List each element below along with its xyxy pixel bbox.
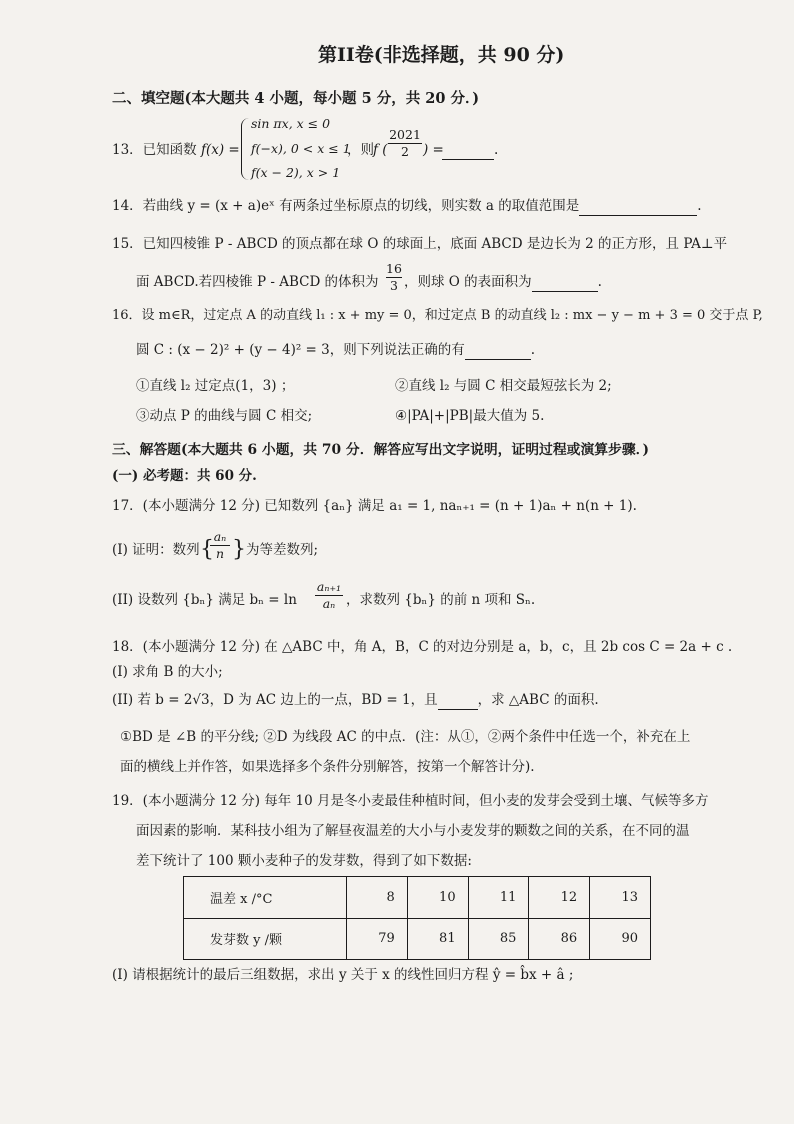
q16-option-2: ②直线 l₂ 与圆 C 相交最短弦长为 2; xyxy=(395,378,612,394)
table-cell: 8 xyxy=(347,877,408,919)
q13-answer-blank xyxy=(442,141,494,160)
q16-option-3: ③动点 P 的曲线与圆 C 相交; xyxy=(136,408,313,424)
q17-part-2-fraction: aₙ₊₁ aₙ xyxy=(316,579,342,611)
q19-line-2: 面因素的影响．某科技小组为了解昼夜温差的大小与小麦发芽的颗数之间的关系，在不同的温 xyxy=(136,823,690,839)
q16-line-2: 圆 C : (x − 2)² + (y − 4)² = 3，则下列说法正确的有 . xyxy=(136,342,536,358)
table-cell: 11 xyxy=(468,877,529,919)
q13-f-open: f ( xyxy=(373,142,388,158)
table-row-label: 温差 x /°C xyxy=(184,877,347,919)
q16-line-1: 16．设 m∈R，过定点 A 的动直线 l₁ : x + my = 0，和过定点 B 的动直线 l₂ : mx − y − m + 3 = 0 交于点 P, xyxy=(112,308,763,323)
q14-answer-blank xyxy=(579,197,697,216)
table-cell: 13 xyxy=(590,877,651,919)
q17-stem: 17．(本小题满分 12 分) 已知数列 {aₙ} 满足 a₁ = 1, naₙ₊₁ = (n + 1)aₙ + n(n + 1). xyxy=(112,498,637,514)
q15-line-2b: ，则球 O 的表面积为 . xyxy=(404,274,602,290)
q15-fraction: 16 3 xyxy=(386,261,402,293)
section-2-heading: 二、填空题(本大题共 4 小题，每小题 5 分，共 20 分．) xyxy=(112,90,480,107)
q13-case-1: sin πx, x ≤ 0 xyxy=(251,116,331,131)
table-cell: 10 xyxy=(407,877,468,919)
q17-part-1-tail: 为等差数列; xyxy=(246,542,319,558)
table-cell: 85 xyxy=(468,918,529,960)
table-cell: 86 xyxy=(529,918,590,960)
q18-note-2: 面的横线上并作答，如果选择多个条件分别解答，按第一个解答计分). xyxy=(120,759,535,775)
page-title: 第II卷(非选择题，共 90 分) xyxy=(318,44,565,66)
q13-case-2: f(−x), 0 < x ≤ 1 xyxy=(251,141,351,156)
q18-part-1: (I) 求角 B 的大小; xyxy=(112,664,223,680)
q13-fraction: 2021 2 xyxy=(389,127,421,159)
table-cell: 90 xyxy=(590,918,651,960)
q13-answer-line: . xyxy=(442,141,498,160)
table-cell: 79 xyxy=(347,918,408,960)
q18-condition-blank xyxy=(438,691,478,710)
q17-part-1-fraction: aₙ n xyxy=(210,530,230,561)
table-row-label: 发芽数 y /颗 xyxy=(184,918,347,960)
q13-brace xyxy=(241,118,250,180)
q17-part-1-lead: (I) 证明：数列 xyxy=(112,542,200,558)
q19-data-table xyxy=(183,876,651,960)
q13-case-3: f(x − 2), x > 1 xyxy=(251,165,341,180)
q17-part-1-brace-right: } xyxy=(232,537,246,562)
section-3-heading: 三、解答题(本大题共 6 小题，共 70 分．解答应写出文字说明，证明过程或演算步骤．) xyxy=(112,442,650,458)
q16-option-1: ①直线 l₂ 过定点(1，3) ； xyxy=(136,378,295,394)
q19-line-1: 19．(本小题满分 12 分) 每年 10 月是冬小麦最佳种植时间，但小麦的发芽会受到土壤、气候等多方 xyxy=(112,793,709,809)
q13-mid: ，则 xyxy=(347,142,374,158)
q19-part-1: (I) 请根据统计的最后三组数据，求出 y 关于 x 的线性回归方程 ŷ = b̂x + â ; xyxy=(112,967,574,983)
table-cell: 81 xyxy=(407,918,468,960)
table-row xyxy=(184,877,651,919)
q17-part-2-lead: (II) 设数列 {bₙ} 满足 bₙ = ln xyxy=(112,592,297,608)
table-row xyxy=(184,918,651,960)
q16-answer-blank xyxy=(465,341,531,360)
q16-option-4: ④|PA|+|PB|最大值为 5. xyxy=(395,408,545,424)
q18-part-2: (II) 若 b = 2√3，D 为 AC 边上的一点，BD = 1，且 ，求 △ABC 的面积. xyxy=(112,692,599,708)
section-3-subheading: (一) 必考题：共 60 分. xyxy=(112,468,257,484)
q17-part-1-brace-left: { xyxy=(200,537,214,562)
q18-note-1: ①BD 是 ∠B 的平分线; ②D 为线段 AC 的中点．(注：从①，②两个条件中任选一个，补充在上 xyxy=(120,729,691,745)
q15-line-1: 15．已知四棱锥 P - ABCD 的顶点都在球 O 的球面上，底面 ABCD 是边长为 2 的正方形，且 PA⊥平 xyxy=(112,236,728,252)
q17-part-2-tail: ，求数列 {bₙ} 的前 n 项和 Sₙ. xyxy=(346,592,536,608)
q13-f-close: ) = xyxy=(423,142,444,158)
q15-answer-blank xyxy=(532,273,598,292)
q18-stem: 18．(本小题满分 12 分) 在 △ABC 中，角 A，B，C 的对边分别是 a，b，c，且 2b cos C = 2a + c . xyxy=(112,639,733,655)
q14-text: 14．若曲线 y = (x + a)eˣ 有两条过坐标原点的切线，则实数 a 的取值范围是 . xyxy=(112,198,702,214)
q13-lead: 13．已知函数 f(x) = xyxy=(112,142,240,158)
table-cell: 12 xyxy=(529,877,590,919)
q19-line-3: 差下统计了 100 颗小麦种子的发芽数，得到了如下数据: xyxy=(136,853,472,869)
q15-line-2a: 面 ABCD.若四棱锥 P - ABCD 的体积为 xyxy=(136,274,379,290)
